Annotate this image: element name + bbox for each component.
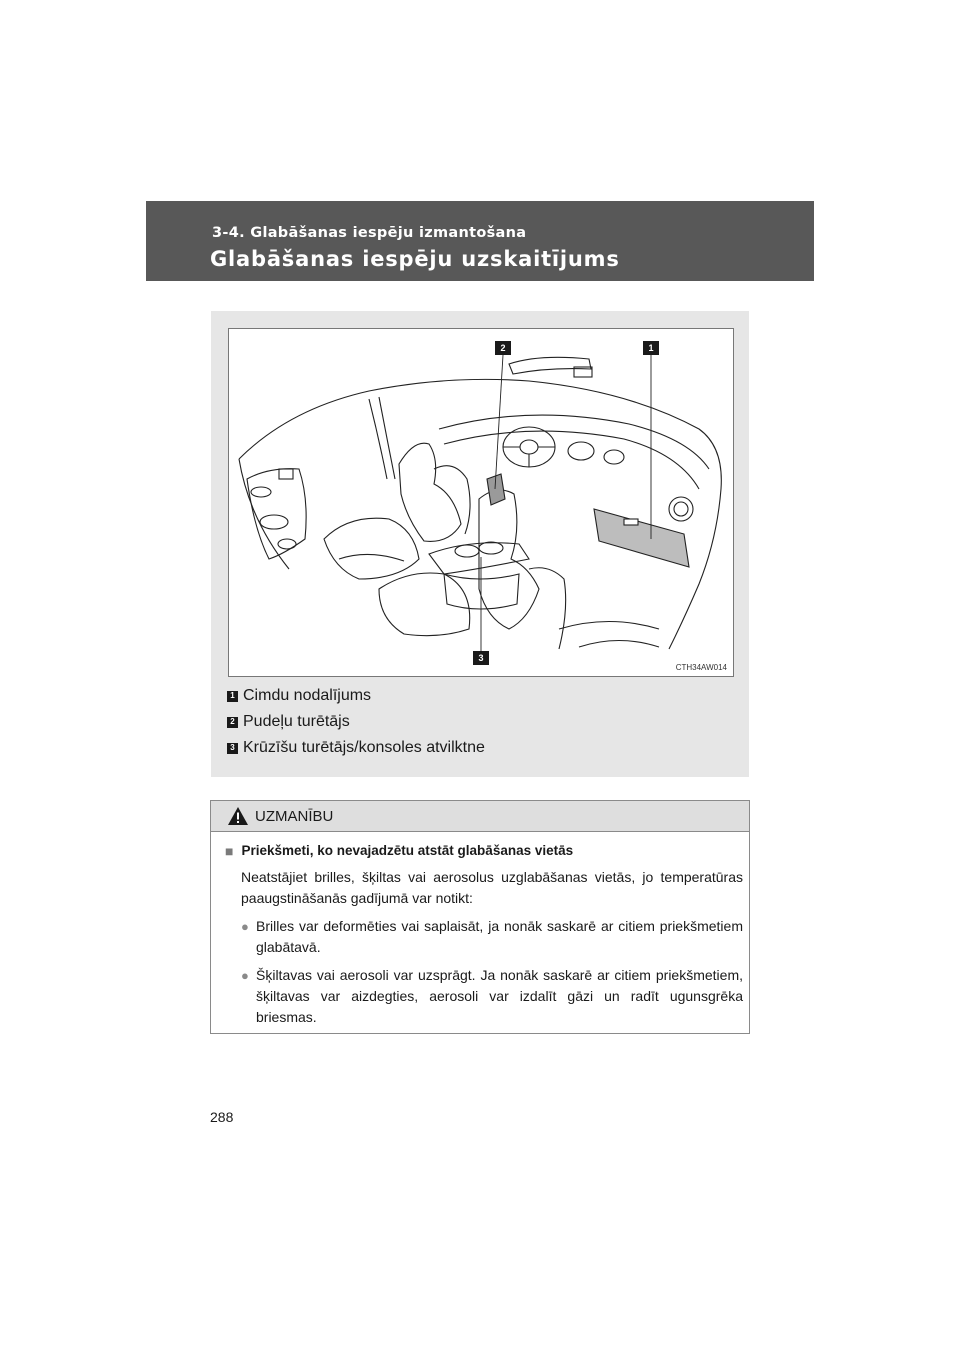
legend-number-badge: 1 — [227, 691, 238, 702]
legend-label: Cimdu nodalījums — [243, 687, 372, 704]
caution-body — [225, 843, 743, 1028]
round-bullet-icon: ● — [241, 968, 249, 983]
caution-heading-text: Priekšmeti, ko nevajadzētu atstāt glabāšanas vietās — [241, 843, 574, 858]
legend-item — [227, 735, 485, 761]
caution-title: UZMANĪBU — [255, 808, 334, 825]
legend-label: Krūzīšu turētājs/konsoles atvilktne — [243, 739, 485, 756]
legend-label: Pudeļu turētājs — [243, 713, 350, 730]
callout-2: 2 — [495, 341, 511, 355]
caution-bullet — [241, 965, 743, 1028]
caution-header — [211, 801, 749, 832]
page-number: 288 — [210, 1109, 234, 1125]
caution-intro: Neatstājiet brilles, šķiltas vai aerosolus uzglabāšanas vietās, jo temperatūras paaugstināšanās gadījumā var notikt: — [241, 869, 743, 906]
legend-item — [227, 709, 485, 735]
figure-legend — [227, 683, 485, 761]
section-label: 3-4. Glabāšanas iespēju izmantošana — [212, 225, 527, 241]
caution-heading — [225, 843, 743, 859]
round-bullet-icon: ● — [241, 919, 249, 934]
warning-triangle-icon — [227, 806, 249, 826]
section-header — [146, 201, 814, 281]
car-interior-illustration — [228, 328, 734, 677]
page-title: Glabāšanas iespēju uzskaitījums — [210, 247, 620, 271]
figure-panel — [211, 311, 749, 777]
callout-1: 1 — [643, 341, 659, 355]
callout-3: 3 — [473, 651, 489, 665]
caution-box — [210, 800, 750, 1034]
car-interior-drawing — [229, 329, 733, 676]
legend-item — [227, 683, 485, 709]
square-bullet-icon: ■ — [225, 843, 234, 859]
caution-bullet-text: Brilles var deformēties vai saplaisāt, ja nonāk saskarē ar citiem priekšmetiem glabātavā. — [256, 918, 743, 955]
figure-code: CTH34AW014 — [675, 663, 727, 672]
legend-number-badge: 3 — [227, 743, 238, 754]
caution-bullet — [241, 916, 743, 958]
legend-number-badge: 2 — [227, 717, 238, 728]
caution-bullet-text: Šķiltavas vai aerosoli var uzsprāgt. Ja nonāk saskarē ar citiem priekšmetiem, šķiltavas var aizdegties, aerosoli var izdalīt gāzi un radīt ugunsgrēka briesmas. — [256, 967, 743, 1025]
